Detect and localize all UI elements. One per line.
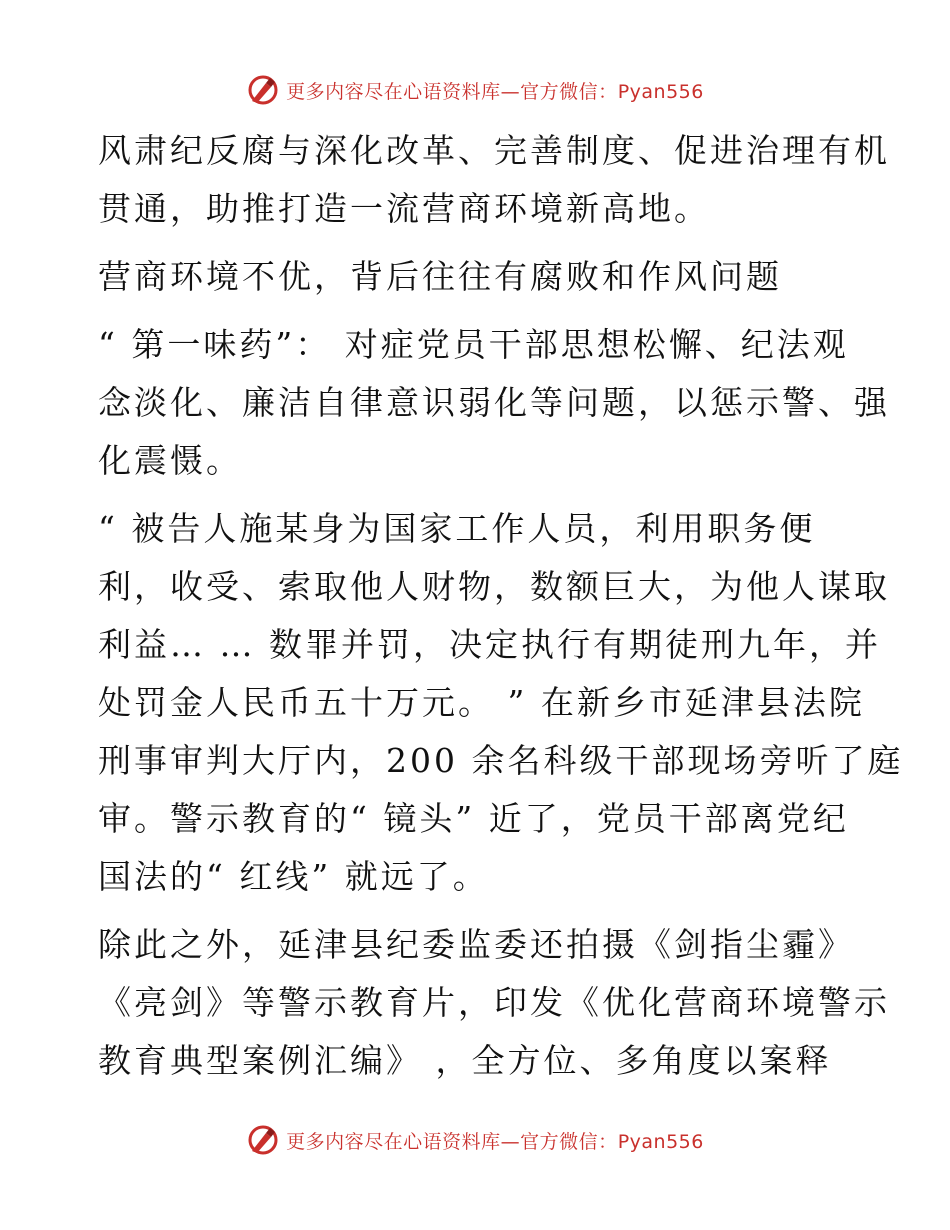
text-line: “ 第一味药”： 对症党员干部思想松懈、纪法观 [98,325,849,364]
text-line: 国法的“ 红线” 就远了。 [98,857,489,896]
watermark-separator: — [500,1130,521,1153]
watermark-wechat-label: 官方微信： [520,1130,618,1153]
watermark-wechat-label: 官方微信： [520,80,618,103]
watermark-separator: — [500,80,521,103]
text-line: 教育典型案例汇编》 ，全方位、多角度以案释 [98,1041,832,1080]
text-line: 营商环境不优，背后往往有腐败和作风问题 [98,257,782,296]
watermark-site-text: 更多内容尽在心语资料库 [286,80,501,103]
text-line: 除此之外，延津县纪委监委还拍摄《剑指尘霾》 [98,925,854,964]
text-line: “ 被告人施某身为国家工作人员，利用职务便 [98,509,816,548]
text-line: 刑事审判大厅内，200 余名科级干部现场旁听了庭 [98,741,904,780]
header-watermark [0,70,950,110]
text-line: 处罚金人民币五十万元。 ” 在新乡市延津县法院 [98,683,865,722]
watermark-text [286,1127,704,1154]
text-line: 念淡化、廉洁自律意识弱化等问题，以惩示警、强 [98,383,890,422]
text-line: 利益… … 数罪并罚，决定执行有期徒刑九年，并 [98,625,881,664]
watermark-site-text: 更多内容尽在心语资料库 [286,1130,501,1153]
paragraph-1 [98,122,890,238]
document-body [98,122,904,1090]
pen-nib-circle-icon [246,1123,280,1157]
text-line: 利，收受、索取他人财物，数额巨大，为他人谋取 [98,567,890,606]
pen-nib-circle-icon [246,73,280,107]
watermark-wechat-id: Pyan556 [617,1130,704,1153]
paragraph-5 [98,916,890,1090]
watermark-wechat-id: Pyan556 [617,80,704,103]
text-line: 风肃纪反腐与深化改革、完善制度、促进治理有机 [98,131,890,170]
text-line: 贯通，助推打造一流营商环境新高地。 [98,189,710,228]
watermark-text [286,77,704,104]
paragraph-2-heading [98,248,858,306]
text-line: 《亮剑》等警示教育片，印发《优化营商环境警示 [98,983,890,1022]
text-line: 化震慑。 [98,441,242,480]
paragraph-3 [98,316,890,490]
paragraph-4 [98,500,904,906]
footer-watermark [0,1120,950,1160]
text-line: 审。警示教育的“ 镜头” 近了，党员干部离党纪 [98,799,849,838]
